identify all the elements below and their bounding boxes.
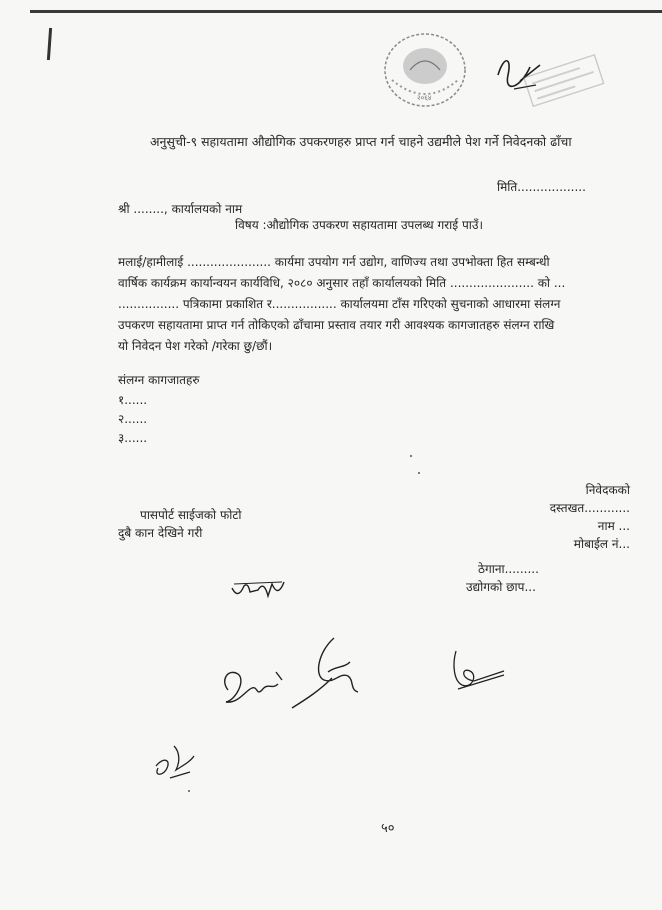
application-body <box>118 252 648 357</box>
applicant-mobile-field: मोबाईल नं... <box>573 537 630 551</box>
address-field: ठेगाना......... <box>478 562 539 576</box>
applicant-heading: निवेदकको <box>585 483 630 497</box>
form-title: अनुसुची-९ सहायतामा औद्योगिक उपकरणहरु प्राप्त गर्न चाहने उद्यमीले पेश गर्ने निवेदनको ढाँचा <box>150 134 572 149</box>
handwritten-signature <box>448 645 508 695</box>
handwritten-signature <box>288 632 368 712</box>
applicant-block <box>550 481 630 553</box>
photo-note-line1: पासपोर्ट साईजको फोटो <box>140 508 242 522</box>
attachments-heading: संलग्न कागजातहरु <box>118 373 200 387</box>
attachment-item: ३...... <box>118 431 148 445</box>
industry-seal-field: उद्योगको छाप... <box>466 580 536 594</box>
attachment-item: १...... <box>118 393 148 407</box>
photo-note-line2: दुबै कान देखिने गरी <box>118 526 203 540</box>
body-line: उपकरण सहायतामा प्राप्त गर्न तोकिएको ढाँचामा प्रस्ताव तयार गरी आवश्यक कागजातहरु संलग्न राखि <box>118 318 555 332</box>
top-rule <box>30 10 662 13</box>
seal-year: २०६४ <box>417 94 432 102</box>
handwritten-signature <box>228 578 288 608</box>
scan-speck <box>410 455 412 457</box>
page-number: ५० <box>381 821 395 836</box>
applicant-name-field: नाम ... <box>597 519 630 533</box>
scan-speck <box>418 472 420 474</box>
body-line: यो निवेदन पेश गरेको /गरेका छु/छौं। <box>118 339 273 353</box>
body-line: ................ पत्रिकामा प्रकाशित र................. कार्यालयमा टाँस गरिएको सुचनाको आधारमा संलग्न <box>118 297 561 311</box>
subject-line: विषय :औद्योगिक उपकरण सहायतामा उपलब्ध गराई पाउँ। <box>235 218 483 232</box>
body-line: मलाई/हामीलाई ...................... कार्यमा उपयोग गर्न उद्योग, वाणिज्य तथा उपभोक्ता हित सम्बन्धी <box>118 255 550 269</box>
received-stamp-signature <box>490 45 610 115</box>
scan-speck <box>188 790 190 792</box>
official-seal <box>380 30 470 110</box>
margin-pen-mark <box>47 28 52 60</box>
handwritten-signature <box>218 660 288 710</box>
applicant-signature-field: दस्तखत............ <box>549 501 630 515</box>
date-field: मिति.................. <box>497 180 586 194</box>
body-line: वार्षिक कार्यक्रम कार्यान्वयन कार्यविधि, २०८० अनुसार तहाँ कार्यालयको मिति ...................... को ... <box>118 276 566 290</box>
addressee-line: श्री ........, कार्यालयको नाम <box>118 202 243 216</box>
handwritten-signature <box>150 742 200 782</box>
attachment-item: २...... <box>118 412 148 426</box>
